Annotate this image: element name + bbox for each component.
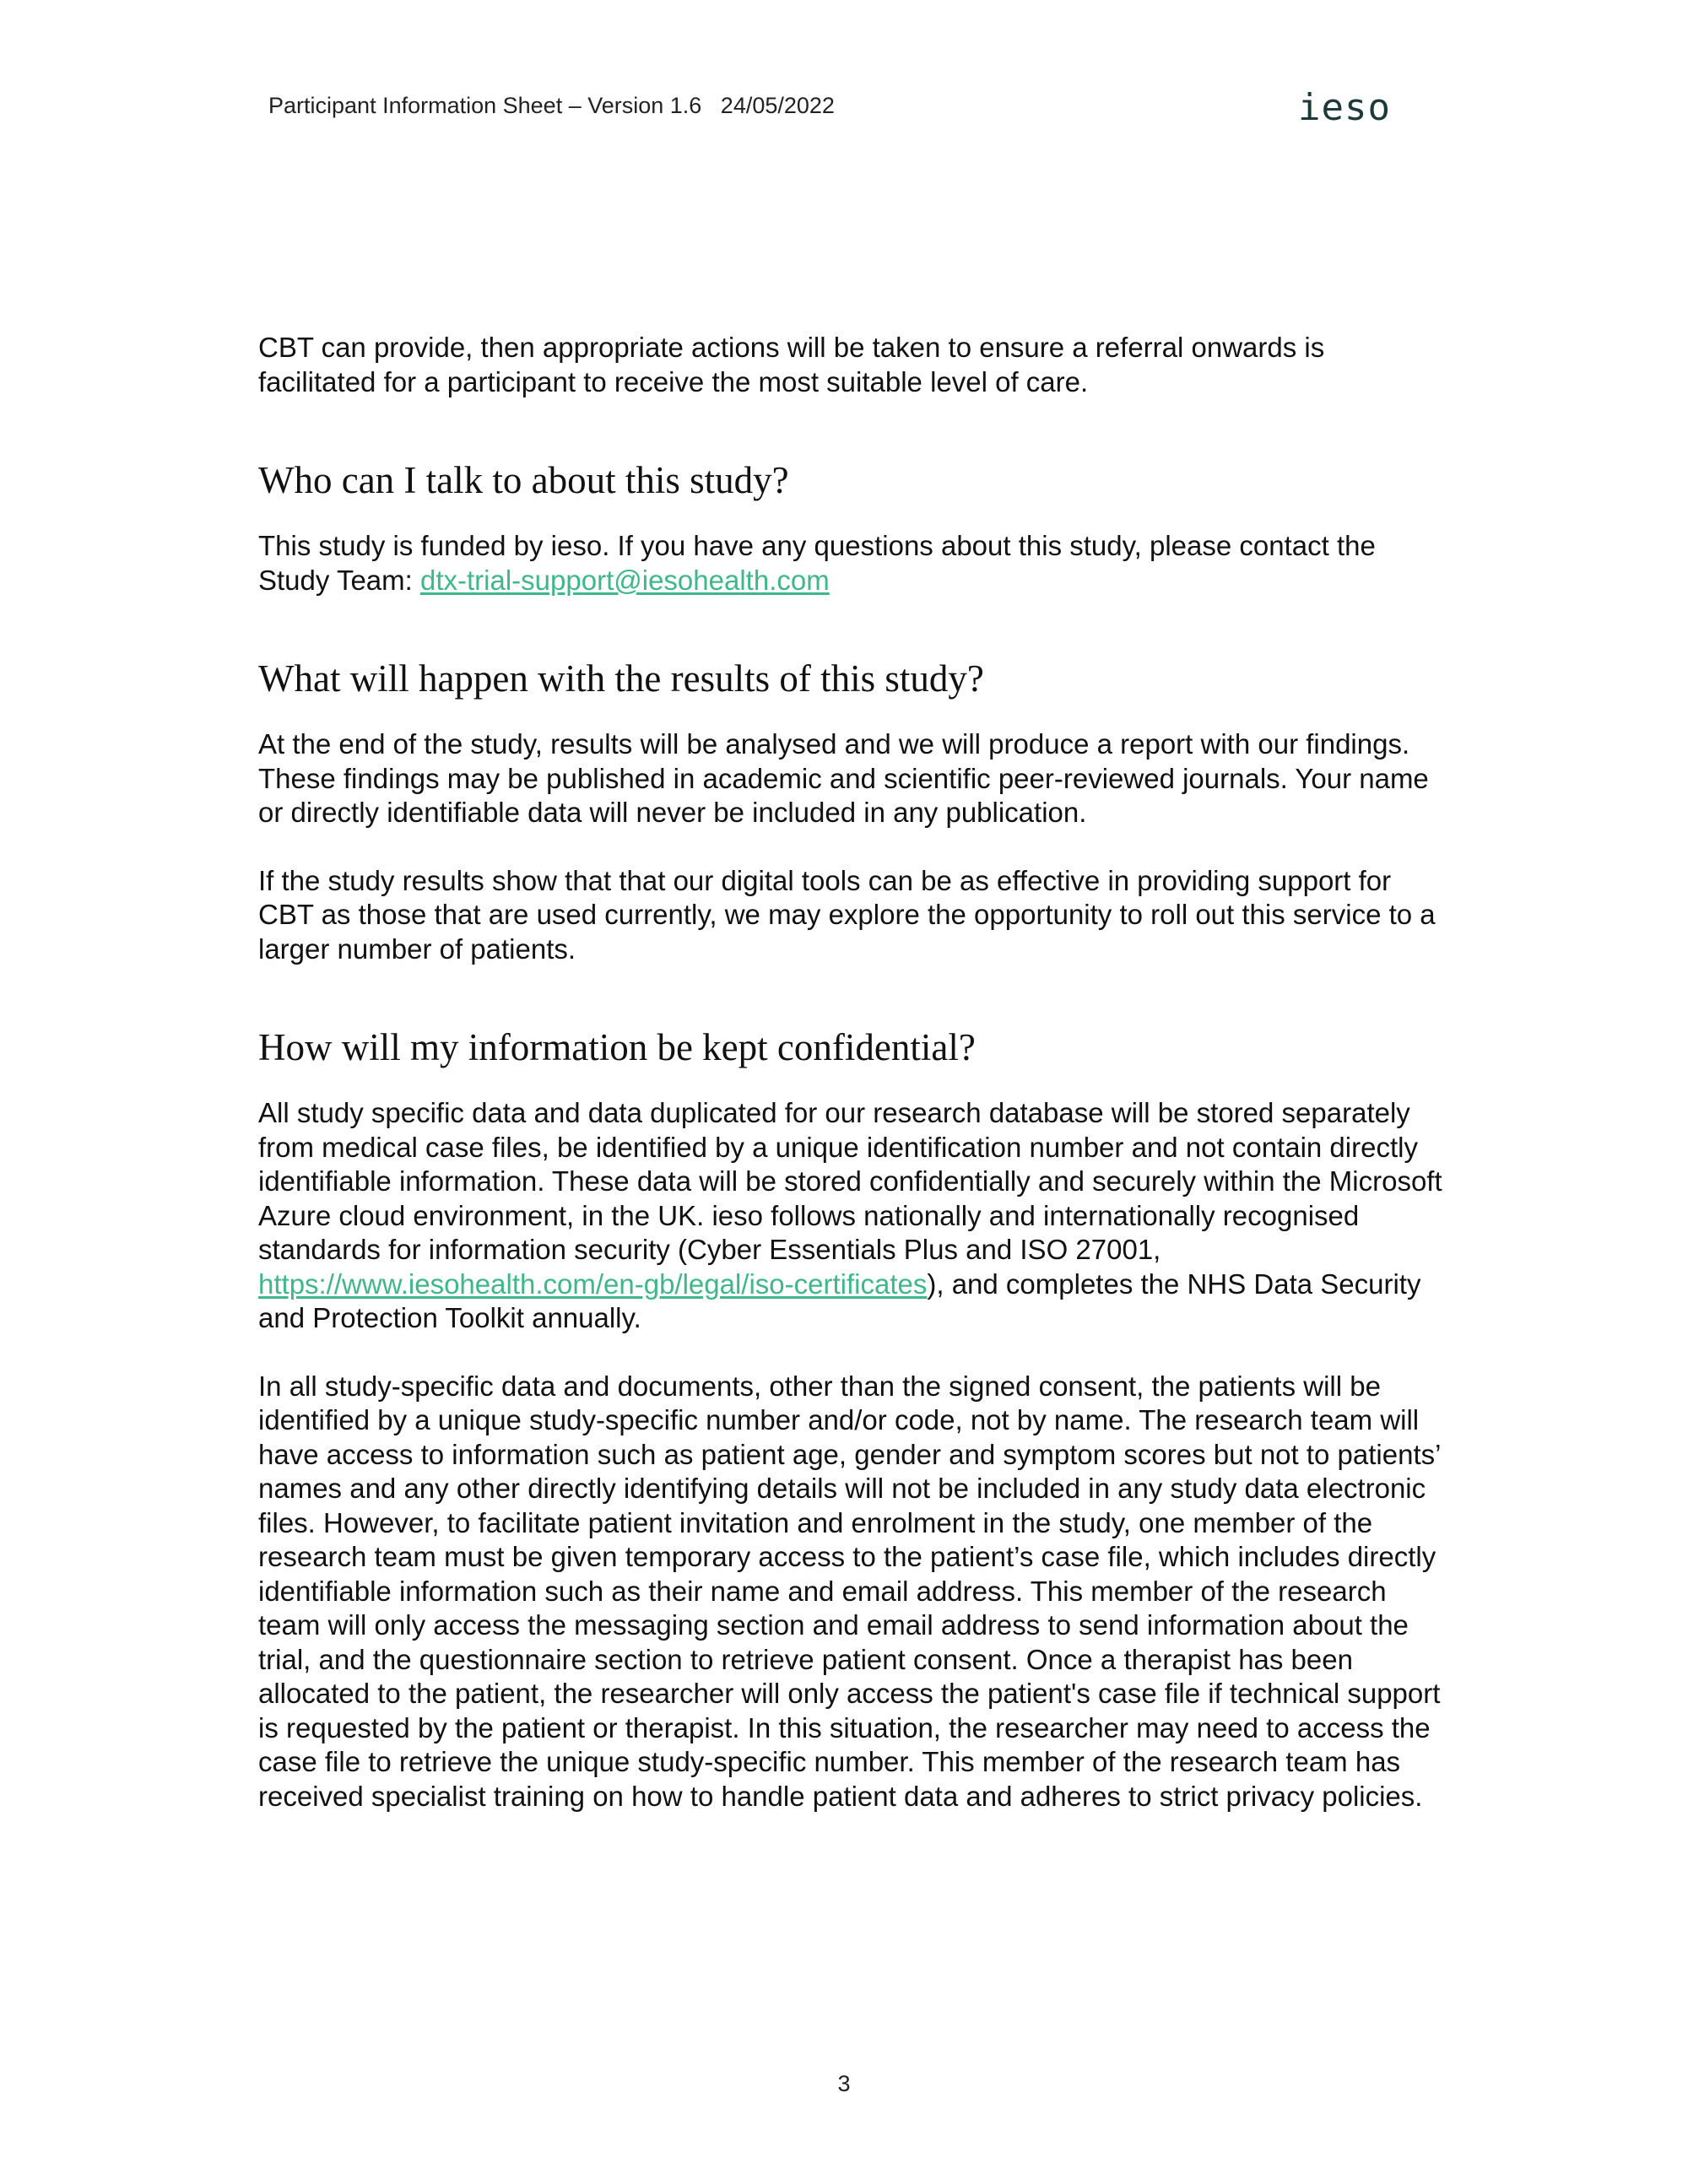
heading-confidential: How will my information be kept confidential? [258,1026,976,1068]
confidential-text-start: All study specific data and data duplicated for our research database will be stored separately from medical case files, be identified by a unique identification number and not contain directly identifiable information. These data will be stored confidentially and securely within the Microsoft Azure cloud environment, in the UK. ieso follows nationally and internationally recognised standards for information security (Cyber Essentials Plus and ISO 27001, [258,1097,1442,1265]
results-paragraph-2: If the study results show that that our digital tools can be as effective in providing support for CBT as those that are used currently, we may explore the opportunity to roll out this service to a larger number of patients. [258,864,1436,965]
document-header-info: Participant Information Sheet – Version 1.6 24/05/2022 [268,93,835,118]
contact-text: This study is funded by ieso. If you have any questions about this study, please contact the Study Team: [258,530,1376,596]
heading-who-to-talk: Who can I talk to about this study? [258,459,789,501]
confidential-paragraph-1 [258,1096,1448,1336]
page-number: 3 [837,2071,851,2096]
document-body [258,331,1448,1814]
support-email-link[interactable]: dtx-trial-support@iesohealth.com [420,564,830,596]
results-paragraph-1: At the end of the study, results will be analysed and we will produce a report with our findings. These findings may be published in academic and scientific peer-reviewed journals. Your name or directly identifiable data will never be included in any publication. [258,728,1429,828]
contact-paragraph [258,529,1448,597]
confidential-paragraph-2: In all study-specific data and documents, other than the signed consent, the patients will be identified by a unique study-specific number and/or code, not by name. The research team will have access to information such as patient age, gender and symptom scores but not to patients’ names and any other directly identifying details will not be included in any study data electronic files. However, to facilitate patient invitation and enrolment in the study, one member of the research team must be given temporary access to the patient’s case file, which includes directly identifiable information such as their name and email address. This member of the research team will only access the messaging section and email address to send information about the trial, and the questionnaire section to retrieve patient consent. Once a therapist has been allocated to the patient, the researcher will only access the patient's case file if technical support is requested by the patient or therapist. In this situation, the researcher may need to access the case file to retrieve the unique study-specific number. This member of the research team has received specialist training on how to handle patient data and adheres to strict privacy policies. [258,1370,1441,1812]
heading-results: What will happen with the results of this study? [258,657,984,700]
confidential-text-end: ), and completes the NHS Data Security and Protection Toolkit annually. [258,1268,1421,1333]
ieso-logo: ieso [1298,86,1391,129]
intro-paragraph: CBT can provide, then appropriate actions will be taken to ensure a referral onwards is facilitated for a participant to receive the most suitable level of care. [258,332,1325,397]
iso-certificates-link[interactable]: https://www.iesohealth.com/en-gb/legal/iso-certificates [258,1268,928,1300]
